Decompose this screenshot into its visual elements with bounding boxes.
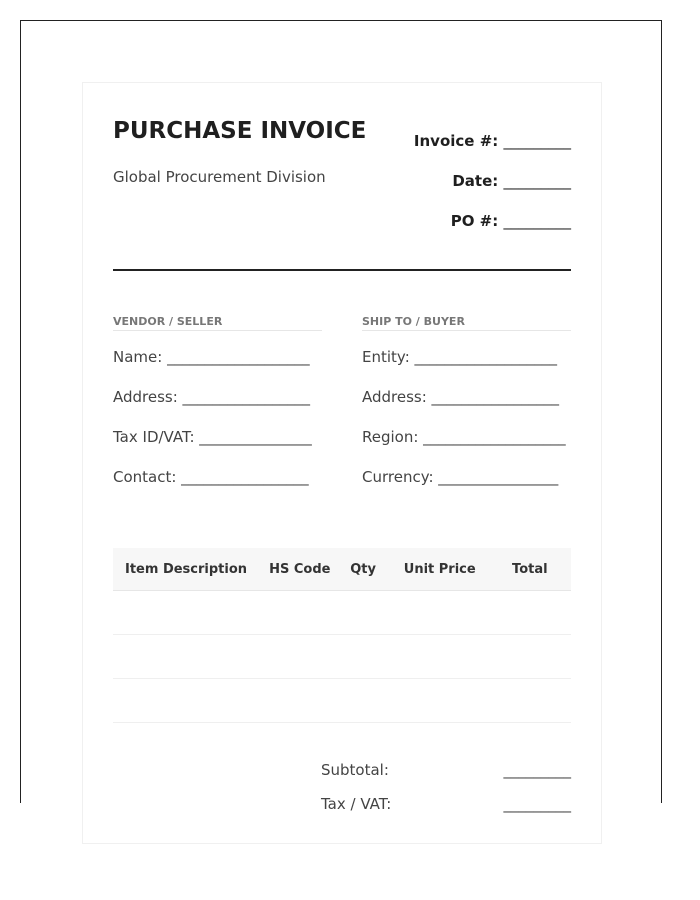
table-row [113,679,571,723]
po-number-label: PO #: [450,212,499,230]
table-cell [113,591,264,635]
vendor-heading: VENDOR / SELLER [113,315,322,331]
table-cell [391,679,489,723]
table-cell [489,591,571,635]
table-cell [264,591,335,635]
page-frame [20,20,662,813]
buyer-region-field: Region: ___________________ [362,428,566,446]
table-cell [391,591,489,635]
table-cell [335,591,391,635]
table-cell [113,635,264,679]
vendor-address-field: Address: _________________ [113,388,311,406]
vendor-name-field: Name: ___________________ [113,348,310,366]
buyer-entity-field: Entity: ___________________ [362,348,558,366]
tax-vat-label: Tax / VAT: [321,795,392,813]
table-row [113,635,571,679]
buyer-heading: SHIP TO / BUYER [362,315,571,331]
table-cell [489,635,571,679]
subtotal-label: Subtotal: [321,761,389,779]
invoice-date-label: Date: [452,172,499,190]
invoice-number-field [414,132,571,150]
table-cell [113,679,264,723]
vendor-contact-field: Contact: _________________ [113,468,309,486]
tax-vat-blank: _________ [503,795,571,813]
column-header-total: Total [489,548,571,591]
vendor-section [113,315,322,491]
table-cell [335,635,391,679]
table-cell [335,679,391,723]
column-header-hs-code: HS Code [264,548,335,591]
header-divider [113,269,571,271]
line-items-table [113,548,571,723]
table-cell [489,679,571,723]
table-row [113,591,571,635]
invoice-sheet [82,82,602,844]
table-header-row [113,548,571,591]
column-header-unit-price: Unit Price [391,548,489,591]
po-number-field [451,212,571,230]
invoice-date-field [452,172,571,190]
subtotal-blank: _________ [503,761,571,779]
table-cell [391,635,489,679]
buyer-currency-field: Currency: ________________ [362,468,559,486]
vendor-tax-id-field: Tax ID/VAT: _______________ [113,428,312,446]
invoice-title: PURCHASE INVOICE [113,118,367,144]
invoice-number-blank: _________ [503,132,571,150]
column-header-qty: Qty [335,548,391,591]
table-cell [264,635,335,679]
buyer-section [362,315,571,491]
invoice-number-label: Invoice #: [413,132,499,150]
division-name: Global Procurement Division [113,168,326,186]
column-header-item-description: Item Description [113,548,264,591]
invoice-date-blank: _________ [503,172,571,190]
buyer-address-field: Address: _________________ [362,388,560,406]
po-number-blank: _________ [503,212,571,230]
table-cell [264,679,335,723]
